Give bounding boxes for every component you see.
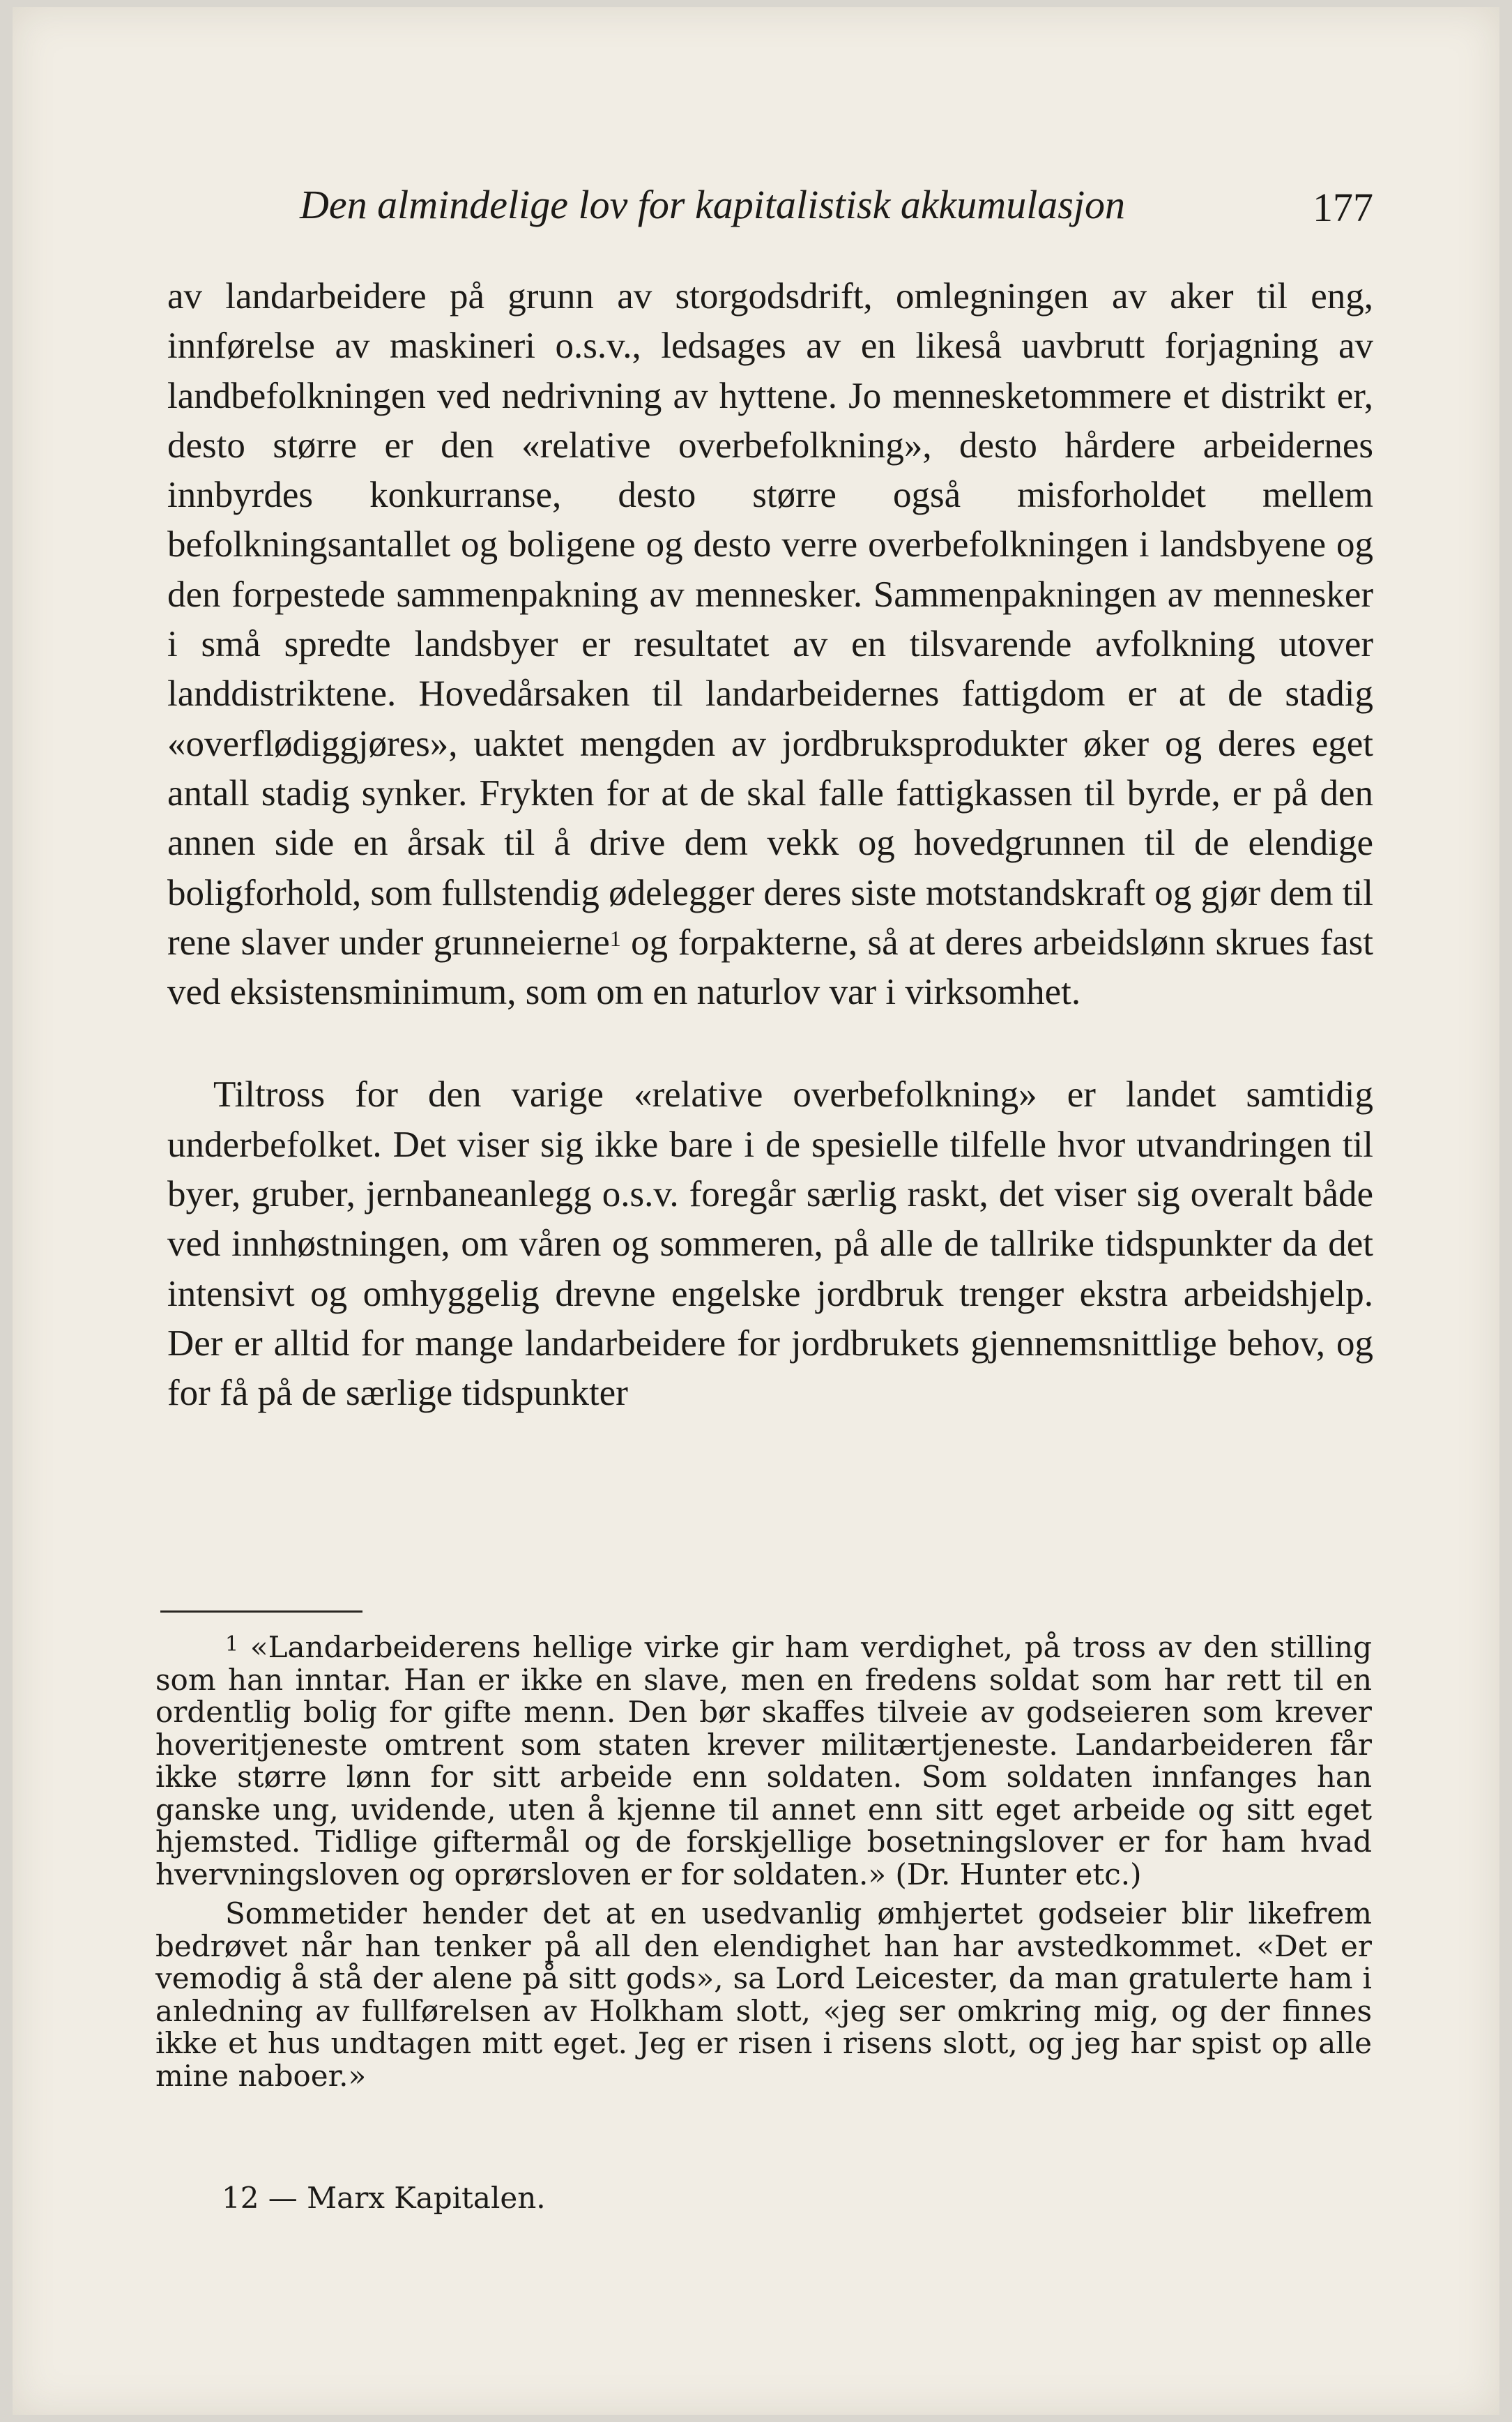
footnote-1-continued: Sommetider hender det at en usedvanlig ømhjertet godseier blir likefrem bedrøvet når han tenker på all den elendighet han har avstedkommet. «Det er vemodig å stå der alene på sitt gods», sa Lord Leicester, da man gratulerte ham i anledning av fullførelsen av Holkham slott, «jeg ser omkring mig, og der finnes ikke et hus undtagen mitt eget. Jeg er risen i risens slott, og jeg har spist op alle mine naboer.» [155, 1896, 1372, 2093]
page-number: 177 [1313, 185, 1373, 230]
paragraph-1 [167, 272, 1373, 1017]
chapter-title: Den almindelige lov for kapitalistisk akkumulasjon [300, 182, 1125, 227]
footnote-1-text: «Landarbeiderens hellige virke gir ham verdighet, på tross av den stilling som han inntar. Han er ikke en slave, men en fredens soldat som har rett til en ordentlig bolig for gifte menn. Den bør skaffes tilveie av godseieren som krever hoveritjeneste omtrent som staten krever militærtjeneste. Landarbeideren får ikke større lønn for sitt arbeide enn soldaten. Som soldaten innfanges han ganske ung, uvidende, uten å kjenne til annet enn sitt eget arbeide og sitt eget hjemsted. Tidlige giftermål og de forskjellige bosetningslover er for ham hvad hvervningsloven og oprørsloven er for soldaten.» (Dr. Hunter etc.) [155, 1630, 1372, 1891]
footnote-reference: 1 [609, 925, 621, 951]
footnote-divider [160, 1610, 362, 1613]
paragraph-2: Tiltross for den varige «relative overbefolkning» er landet samtidig underbefolket. Det viser sig ikke bare i de spesielle tilfelle hvor utvandringen til byer, gruber, jernbaneanlegg o.s.v. foregår særlig raskt, det viser sig overalt både ved innhøstningen, om våren og sommeren, på alle de tallrike tidspunkter da det intensivt og omhyggelig drevne engelske jordbruk trenger ekstra arbeidshjelp. Der er alltid for mange landarbeidere for jordbrukets gjennemsnittlige behov, og for få på de særlige tidspunkter [167, 1074, 1373, 1414]
footnote-marker: 1 [225, 1632, 239, 1656]
footnote-1 [155, 1631, 1372, 1891]
footnotes [155, 1631, 1372, 2092]
body-text [167, 272, 1373, 1419]
running-head [300, 181, 1373, 237]
paragraph-1-end: og forpakterne, så at deres arbeidslønn skrues fast ved eksistensminimum, som om en naturlov var i virksomhet. [167, 922, 1374, 1013]
paragraph-1-text: av landarbeidere på grunn av storgodsdrift, omlegningen av aker til eng, innførelse av maskineri o.s.v., ledsages av en likeså uavbrutt forjagning av landbefolkningen ved nedrivning av hyttene. Jo mennesketommere et distrikt er, desto større er den «relative overbefolkning», desto hårdere arbeidernes innbyrdes konkurranse, desto større også misforholdet mellem befolkningsantallet og boligene og desto verre overbefolkningen i landsbyene og den forpestede sammenpakning av mennesker. Sammenpakningen av mennesker i små spredte landsbyer er resultatet av en tilsvarende avfolkning utover landdistriktene. Hovedårsaken til landarbeidernes fattigdom er at de stadig «overflødiggjøres», uaktet mengden av jordbruksprodukter øker og deres eget antall stadig synker. Frykten for at de skal falle fattigkassen til byrde, er på den annen side en årsak til å drive dem vekk og hovedgrunnen til de elendige boligforhold, som fullstendig ødelegger deres siste motstandskraft og gjør dem til rene slaver under grunneierne [167, 276, 1373, 963]
printer-signature: 12 — Marx Kapitalen. [222, 2181, 546, 2215]
book-page [13, 7, 1499, 2415]
